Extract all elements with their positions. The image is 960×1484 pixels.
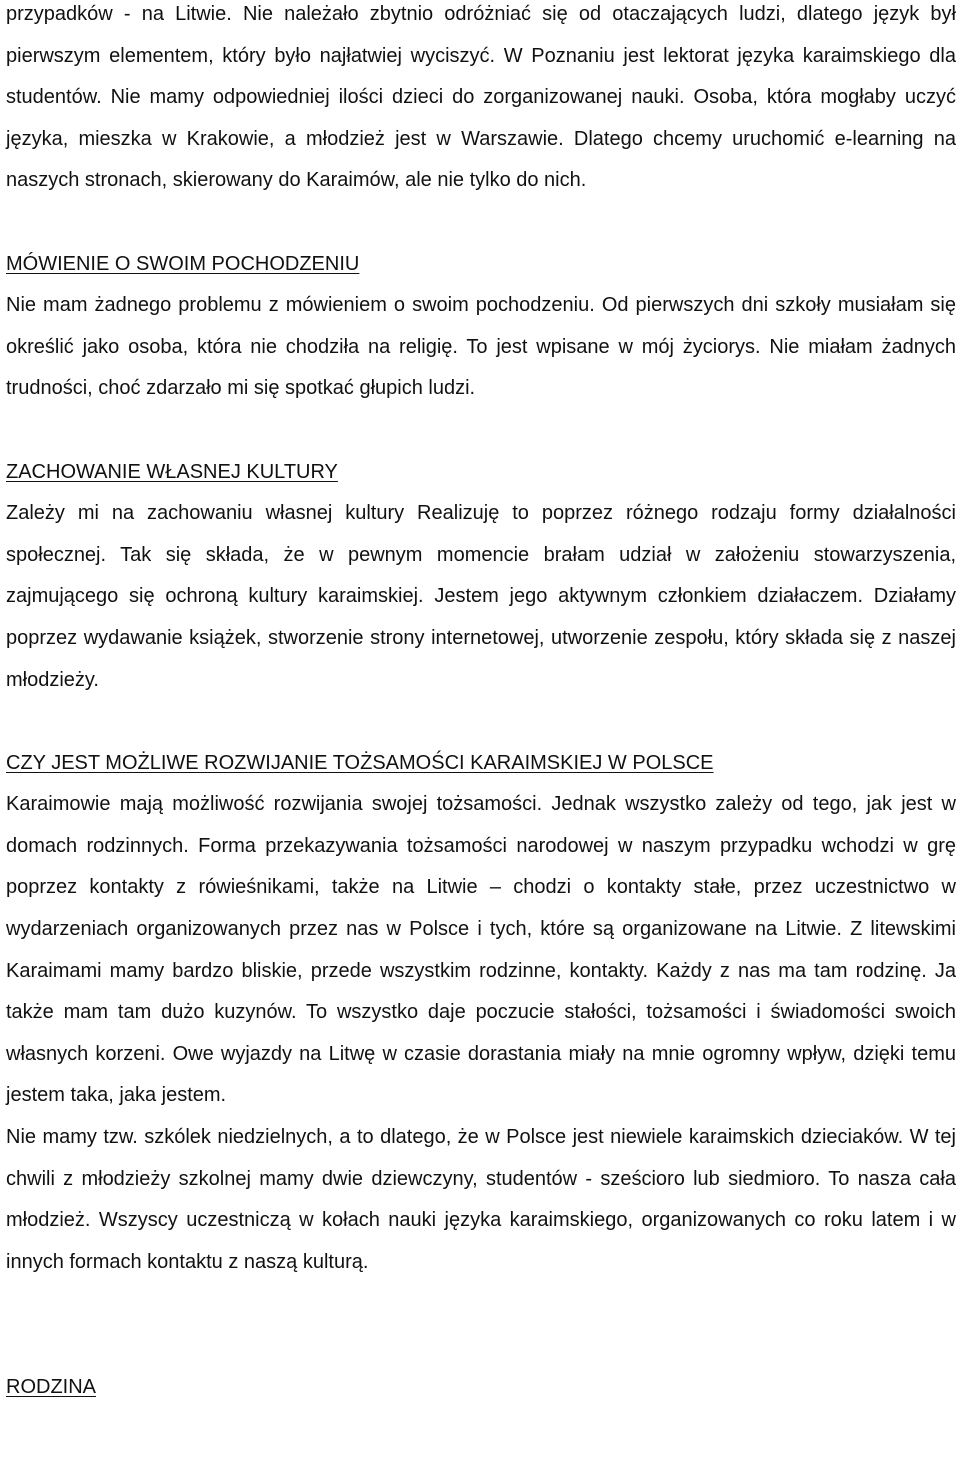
- section-family: [6, 1367, 956, 1409]
- paragraph: przypadków - na Litwie. Nie należało zbytnio odróżniać się od otaczających ludzi, dlatego język był pierwszym elementem, który było najłatwiej wyciszyć. W Poznaniu jest lektorat języka karaimskiego dla studentów. Nie mamy odpowiedniej ilości dzieci do zorganizowanej nauki. Osoba, która mogłaby uczyć języka, mieszka w Krakowie, a młodzież jest w Warszawie. Dlatego chcemy uruchomić e-learning na naszych stronach, skierowany do Karaimów, ale nie tylko do nich.: [6, 3, 956, 192]
- section-origin: [6, 244, 956, 410]
- spacer: [6, 1283, 956, 1325]
- document-page: [6, 0, 956, 1408]
- section-heading: ZACHOWANIE WŁASNEJ KULTURY: [6, 460, 338, 483]
- section-heading: RODZINA: [6, 1375, 96, 1398]
- paragraph: Karaimowie mają możliwość rozwijania swojej tożsamości. Jednak wszystko zależy od tego, jak jest w domach rodzinnych. Forma przekazywania tożsamości narodowej w naszym przypadku wchodzi w grę poprzez kontakty z rówieśnikami, także na Litwie – chodzi o kontakty stałe, przez uczestnictwo w wydarzeniach organizowanych przez nas w Polsce i tych, które są organizowane na Litwie. Z litewskimi Karaimami mamy bardzo bliskie, przede wszystkim rodzinne, kontakty. Każdy z nas ma tam rodzinę. Ja także mam tam dużo kuzynów. To wszystko daje poczucie stałości, tożsamości i świadomości swoich własnych korzeni. Owe wyjazdy na Litwę w czasie dorastania miały na mnie ogromny wpływ, dzięki temu jestem taka, jaka jestem.: [6, 793, 956, 1107]
- paragraph: Nie mamy tzw. szkólek niedzielnych, a to dlatego, że w Polsce jest niewiele karaimskich dzieciaków. W tej chwili z młodzieży szkolnej mamy dwie dziewczyny, studentów - sześcioro lub siedmioro. To nasza cała młodzież. Wszyscy uczestniczą w kołach nauki języka karaimskiego, organizowanych co roku latem i w innych formach kontaktu z naszą kulturą.: [6, 1126, 956, 1273]
- section-culture: [6, 452, 956, 702]
- intro-section: [6, 0, 956, 202]
- paragraph: Zależy mi na zachowaniu własnej kultury Realizuję to poprzez różnego rodzaju formy działalności społecznej. Tak się składa, że w pewnym momencie brałam udział w założeniu stowarzyszenia, zajmującego się ochroną kultury karaimskiej. Jestem jego aktywnym członkiem działaczem. Działamy poprzez wydawanie książek, stworzenie strony internetowej, utworzenie zespołu, który składa się z naszej młodzieży.: [6, 502, 956, 691]
- section-heading: MÓWIENIE O SWOIM POCHODZENIU: [6, 252, 360, 275]
- section-heading: CZY JEST MOŻLIWE ROZWIJANIE TOŻSAMOŚCI KARAIMSKIEJ W POLSCE: [6, 751, 714, 774]
- section-identity: [6, 743, 956, 1284]
- paragraph: Nie mam żadnego problemu z mówieniem o swoim pochodzeniu. Od pierwszych dni szkoły musiałam się określić jako osoba, która nie chodziła na religię. To jest wpisane w mój życiorys. Nie miałam żadnych trudności, choć zdarzało mi się spotkać głupich ludzi.: [6, 294, 956, 400]
